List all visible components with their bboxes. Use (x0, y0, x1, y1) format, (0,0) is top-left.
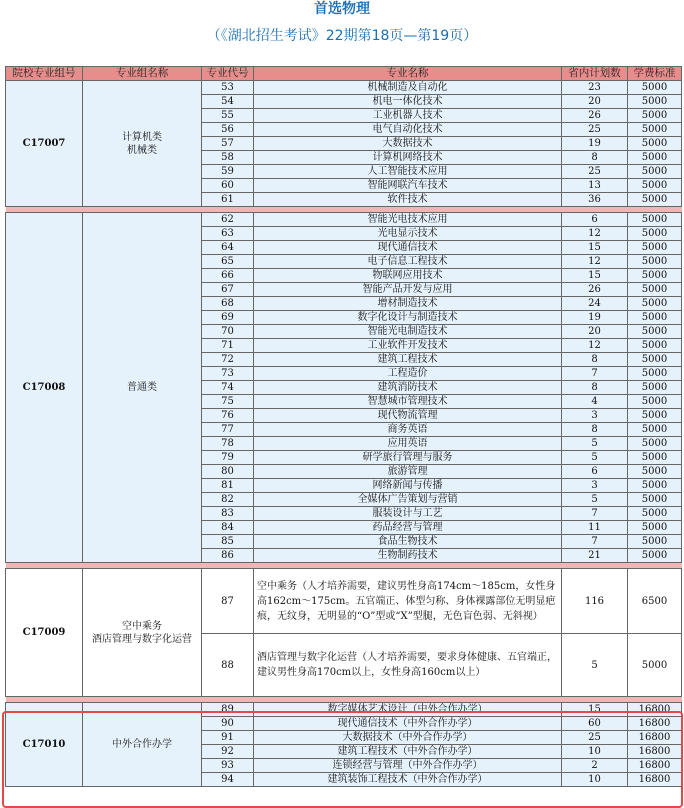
table-cell: 15 (562, 703, 628, 717)
table-cell: 20 (562, 95, 628, 109)
table-cell: 工业机器人技术 (254, 109, 562, 123)
table-cell: 16800 (628, 731, 682, 745)
table-cell: 77 (202, 423, 254, 437)
table-cell: 5000 (628, 353, 682, 367)
table-cell: 90 (202, 717, 254, 731)
table-cell: 3 (562, 409, 628, 423)
table-cell: 增材制造技术 (254, 297, 562, 311)
table-cell: 5000 (628, 151, 682, 165)
table-cell: 5000 (628, 367, 682, 381)
table-cell: 83 (202, 507, 254, 521)
enrollment-table (5, 66, 682, 787)
table-cell: 8 (562, 423, 628, 437)
group-name-line: 机械类 (127, 144, 157, 156)
table-cell: 36 (562, 193, 628, 207)
table-cell: 26 (562, 109, 628, 123)
table-cell: 57 (202, 137, 254, 151)
table-cell: 62 (202, 213, 254, 227)
table-cell: 70 (202, 325, 254, 339)
table-cell: 网络新闻与传播 (254, 479, 562, 493)
table-cell: 连锁经营与管理（中外合作办学） (254, 759, 562, 773)
table-row (6, 213, 682, 227)
table-cell: 人工智能技术应用 (254, 165, 562, 179)
table-cell: 12 (562, 255, 628, 269)
table-cell: 5000 (628, 283, 682, 297)
table-cell: 7 (562, 535, 628, 549)
table-cell: 19 (562, 311, 628, 325)
table-cell: 3 (562, 479, 628, 493)
page-subtitle: （《湖北招生考试》22期第18页—第19页） (206, 28, 478, 44)
table-cell: 智能光电技术应用 (254, 213, 562, 227)
table-cell: 5000 (628, 297, 682, 311)
table-cell: 5000 (628, 549, 682, 563)
page-title: 首选物理 (314, 1, 370, 17)
table-cell: 26 (562, 283, 628, 297)
table-row (6, 703, 682, 717)
table-cell: 92 (202, 745, 254, 759)
group-name (83, 81, 202, 207)
table-cell: 软件技术 (254, 193, 562, 207)
table-cell: 5000 (628, 95, 682, 109)
table-cell: 建筑工程技术（中外合作办学） (254, 745, 562, 759)
table-cell: 16800 (628, 773, 682, 787)
group-code: C17007 (6, 81, 83, 207)
table-cell: 建筑工程技术 (254, 353, 562, 367)
table-cell: 机械制造及自动化 (254, 81, 562, 95)
table-cell: 21 (562, 549, 628, 563)
table-cell: 智能产品开发与应用 (254, 283, 562, 297)
table-cell: 80 (202, 465, 254, 479)
table-cell: 5000 (628, 381, 682, 395)
table-cell: 5000 (628, 81, 682, 95)
table-cell: 5000 (628, 213, 682, 227)
column-header: 专业代号 (202, 67, 254, 81)
table-cell: 应用英语 (254, 437, 562, 451)
table-cell: 61 (202, 193, 254, 207)
table-cell: 10 (562, 745, 628, 759)
table-cell: 建筑消防技术 (254, 381, 562, 395)
column-header: 专业名称 (254, 67, 562, 81)
table-cell: 16800 (628, 717, 682, 731)
table-cell: 116 (562, 569, 628, 634)
table-cell-long: 空中乘务（人才培养需要，建议男性身高174cm～185cm，女性身高162cm～175cm。五官端正、体型匀称、身体裸露部位无明显疤痕，无纹身，无明显的“O”型或“X”型腿，无色盲色弱、无斜视） (254, 569, 562, 634)
table-cell: 64 (202, 241, 254, 255)
column-header: 学费标准 (628, 67, 682, 81)
table-cell: 87 (202, 569, 254, 634)
table-cell: 5000 (628, 325, 682, 339)
table-cell: 5000 (628, 493, 682, 507)
table-cell: 5000 (628, 179, 682, 193)
table-cell: 食品生物技术 (254, 535, 562, 549)
table-cell: 16800 (628, 759, 682, 773)
table-cell: 5000 (628, 165, 682, 179)
column-header: 省内计划数 (562, 67, 628, 81)
table-cell: 现代通信技术 (254, 241, 562, 255)
table-cell: 67 (202, 283, 254, 297)
table-cell: 5000 (628, 395, 682, 409)
table-cell: 药品经营与管理 (254, 521, 562, 535)
table-cell: 5000 (628, 241, 682, 255)
table-cell: 93 (202, 759, 254, 773)
group-name (83, 569, 202, 697)
table-cell: 54 (202, 95, 254, 109)
table-cell: 81 (202, 479, 254, 493)
table-cell: 25 (562, 731, 628, 745)
table-cell: 79 (202, 451, 254, 465)
table-cell: 84 (202, 521, 254, 535)
table-cell: 74 (202, 381, 254, 395)
table-cell: 63 (202, 227, 254, 241)
table-cell: 5000 (628, 227, 682, 241)
table-cell: 59 (202, 165, 254, 179)
table-cell: 20 (562, 325, 628, 339)
table-cell: 68 (202, 297, 254, 311)
table-cell: 智慧城市管理技术 (254, 395, 562, 409)
table-row (6, 569, 682, 634)
table-cell: 电气自动化技术 (254, 123, 562, 137)
table-cell: 5 (562, 451, 628, 465)
table-cell: 5000 (628, 137, 682, 151)
table-cell: 5000 (628, 535, 682, 549)
table-cell: 物联网应用技术 (254, 269, 562, 283)
table-cell: 5000 (628, 634, 682, 697)
table-cell: 76 (202, 409, 254, 423)
table-cell: 工程造价 (254, 367, 562, 381)
table-cell: 建筑装饰工程技术（中外合作办学） (254, 773, 562, 787)
table-cell: 60 (562, 717, 628, 731)
table-cell-long: 酒店管理与数字化运营（人才培养需要，要求身体健康、五官端正，建议男性身高170cm以上，女性身高160cm以上） (254, 634, 562, 697)
group-name (83, 703, 202, 787)
table-cell: 大数据技术 (254, 137, 562, 151)
table-cell: 55 (202, 109, 254, 123)
table-cell: 生物制药技术 (254, 549, 562, 563)
table-cell: 73 (202, 367, 254, 381)
table-cell: 69 (202, 311, 254, 325)
table-cell: 光电显示技术 (254, 227, 562, 241)
table-cell: 智能光电制造技术 (254, 325, 562, 339)
table-cell: 12 (562, 339, 628, 353)
table-cell: 研学旅行管理与服务 (254, 451, 562, 465)
table-cell: 88 (202, 634, 254, 697)
table-cell: 商务英语 (254, 423, 562, 437)
table-header-row (6, 67, 682, 81)
table-cell: 电子信息工程技术 (254, 255, 562, 269)
table-cell: 75 (202, 395, 254, 409)
table-cell: 工业软件开发技术 (254, 339, 562, 353)
group-name-line: 中外合作办学 (112, 739, 172, 750)
group-code: C17009 (6, 569, 83, 697)
table-cell: 服装设计与工艺 (254, 507, 562, 521)
table-cell: 23 (562, 81, 628, 95)
table-cell: 10 (562, 773, 628, 787)
table-cell: 53 (202, 81, 254, 95)
table-row (6, 81, 682, 95)
table-cell: 60 (202, 179, 254, 193)
table-cell: 24 (562, 297, 628, 311)
table-cell: 5000 (628, 465, 682, 479)
table-cell: 78 (202, 437, 254, 451)
group-name-line: 空中乘务 (122, 620, 162, 632)
table-cell: 5 (562, 437, 628, 451)
table-cell: 25 (562, 165, 628, 179)
table-cell: 12 (562, 227, 628, 241)
group-name-line: 酒店管理与数字化运营 (92, 633, 192, 645)
table-cell: 计算机网络技术 (254, 151, 562, 165)
table-cell: 智能网联汽车技术 (254, 179, 562, 193)
group-code: C17008 (6, 213, 83, 563)
table-cell: 5 (562, 493, 628, 507)
table-cell: 5000 (628, 255, 682, 269)
table-cell: 13 (562, 179, 628, 193)
table-cell: 5000 (628, 339, 682, 353)
table-cell: 现代物流管理 (254, 409, 562, 423)
table-cell: 82 (202, 493, 254, 507)
group-code: C17010 (6, 703, 83, 787)
table-cell: 机电一体化技术 (254, 95, 562, 109)
table-cell: 大数据技术（中外合作办学） (254, 731, 562, 745)
table-cell: 6500 (628, 569, 682, 634)
table-cell: 数字媒体艺术设计（中外合作办学） (254, 703, 562, 717)
table-cell: 56 (202, 123, 254, 137)
table-cell: 5 (562, 634, 628, 697)
table-cell: 数字化设计与制造技术 (254, 311, 562, 325)
table-cell: 5000 (628, 437, 682, 451)
table-cell: 16800 (628, 703, 682, 717)
table-cell: 19 (562, 137, 628, 151)
table-cell: 11 (562, 521, 628, 535)
group-name-line: 计算机类 (122, 131, 162, 143)
table-cell: 5000 (628, 123, 682, 137)
table-cell: 71 (202, 339, 254, 353)
table-cell: 15 (562, 269, 628, 283)
table-cell: 5000 (628, 193, 682, 207)
group-name (83, 213, 202, 563)
table-cell: 6 (562, 465, 628, 479)
table-cell: 58 (202, 151, 254, 165)
table-cell: 5000 (628, 409, 682, 423)
table-cell: 旅游管理 (254, 465, 562, 479)
column-header: 院校专业组号 (6, 67, 83, 81)
table-cell: 5000 (628, 269, 682, 283)
table-cell: 85 (202, 535, 254, 549)
table-cell: 8 (562, 353, 628, 367)
table-cell: 全媒体广告策划与营销 (254, 493, 562, 507)
table-cell: 5000 (628, 109, 682, 123)
table-cell: 86 (202, 549, 254, 563)
table-cell: 6 (562, 213, 628, 227)
column-header: 专业组名称 (83, 67, 202, 81)
table-cell: 16800 (628, 745, 682, 759)
table-cell: 5000 (628, 507, 682, 521)
table-cell: 15 (562, 241, 628, 255)
table-cell: 2 (562, 759, 628, 773)
table-cell: 5000 (628, 311, 682, 325)
table-cell: 5000 (628, 423, 682, 437)
table-cell: 7 (562, 507, 628, 521)
table-cell: 66 (202, 269, 254, 283)
table-cell: 91 (202, 731, 254, 745)
table-cell: 现代通信技术（中外合作办学） (254, 717, 562, 731)
table-cell: 4 (562, 395, 628, 409)
table-cell: 94 (202, 773, 254, 787)
table-cell: 65 (202, 255, 254, 269)
table-cell: 5000 (628, 521, 682, 535)
table-cell: 5000 (628, 451, 682, 465)
table-cell: 7 (562, 367, 628, 381)
table-cell: 5000 (628, 479, 682, 493)
table-cell: 72 (202, 353, 254, 367)
table-cell: 89 (202, 703, 254, 717)
table-cell: 8 (562, 151, 628, 165)
table-cell: 25 (562, 123, 628, 137)
group-name-line: 普通类 (127, 382, 157, 393)
table-cell: 8 (562, 381, 628, 395)
